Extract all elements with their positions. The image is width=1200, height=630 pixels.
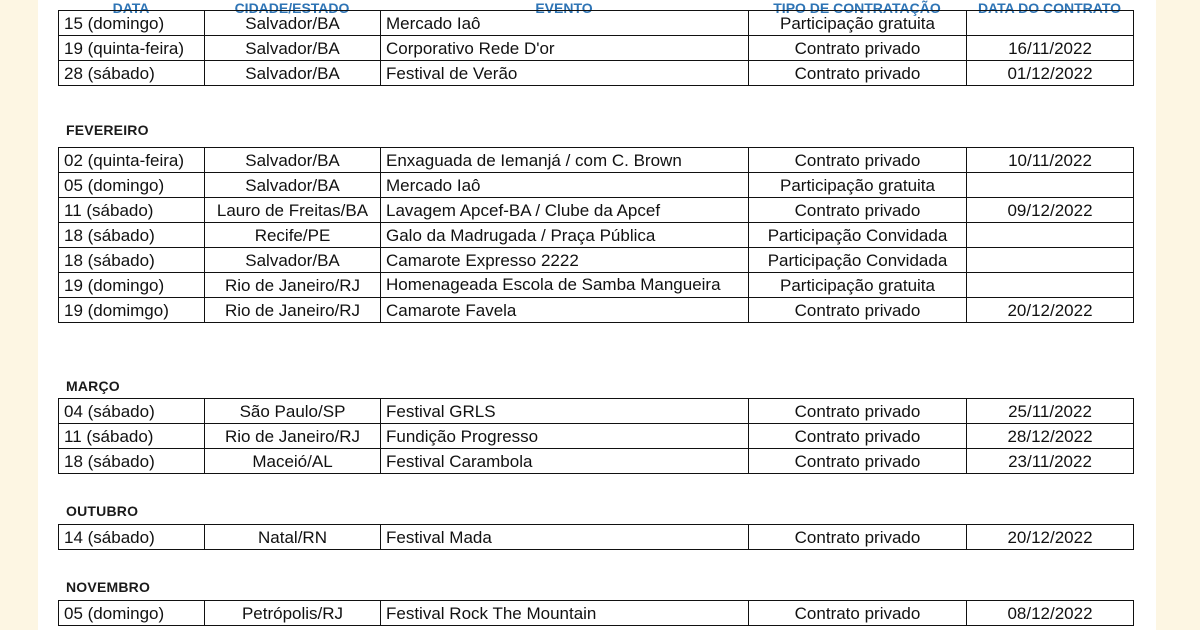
table-row: [59, 424, 1134, 449]
document-page: [38, 0, 1156, 630]
table-row: [59, 198, 1134, 223]
table-row: [59, 148, 1134, 173]
table-row: [59, 248, 1134, 273]
cell-city: Rio de Janeiro/RJ: [205, 273, 381, 298]
month-heading: NOVEMBRO: [66, 579, 151, 595]
cell-city: Rio de Janeiro/RJ: [205, 298, 381, 323]
cell-event: Festival Rock The Mountain: [381, 601, 749, 626]
cell-contract-date: [967, 173, 1134, 198]
cell-type: Contrato privado: [749, 198, 967, 223]
cell-event: Mercado Iaô: [381, 11, 749, 36]
cell-contract-date: [967, 223, 1134, 248]
cell-date: 04 (sábado): [59, 399, 205, 424]
cell-contract-date: 10/11/2022: [967, 148, 1134, 173]
schedule-table: [58, 524, 1134, 550]
cell-contract-date: 23/11/2022: [967, 449, 1134, 474]
cell-event: Camarote Expresso 2222: [381, 248, 749, 273]
schedule-table: [58, 10, 1134, 86]
schedule-table: [58, 600, 1134, 626]
table-row: [59, 36, 1134, 61]
cell-contract-date: [967, 273, 1134, 298]
cell-event: Enxaguada de Iemanjá / com C. Brown: [381, 148, 749, 173]
cell-city: Salvador/BA: [205, 248, 381, 273]
cell-type: Contrato privado: [749, 298, 967, 323]
cell-date: 28 (sábado): [59, 61, 205, 86]
cell-event: Festival Carambola: [381, 449, 749, 474]
table-row: [59, 223, 1134, 248]
cell-date: 19 (domingo): [59, 273, 205, 298]
cell-contract-date: 20/12/2022: [967, 298, 1134, 323]
cell-city: Recife/PE: [205, 223, 381, 248]
cell-contract-date: 09/12/2022: [967, 198, 1134, 223]
cell-event: Galo da Madrugada / Praça Pública: [381, 223, 749, 248]
table-row: [59, 173, 1134, 198]
cell-city: Salvador/BA: [205, 36, 381, 61]
cell-type: Contrato privado: [749, 36, 967, 61]
cell-city: Salvador/BA: [205, 61, 381, 86]
cell-event: Fundição Progresso: [381, 424, 749, 449]
month-heading: MARÇO: [66, 378, 120, 394]
cell-event: Festival Mada: [381, 525, 749, 550]
table-row: [59, 449, 1134, 474]
cell-city: Maceió/AL: [205, 449, 381, 474]
header-evento: EVENTO: [535, 0, 593, 16]
cell-city: Petrópolis/RJ: [205, 601, 381, 626]
cell-type: Participação gratuita: [749, 11, 967, 36]
cell-contract-date: 20/12/2022: [967, 525, 1134, 550]
cell-date: 18 (sábado): [59, 449, 205, 474]
month-heading: FEVEREIRO: [66, 122, 149, 138]
cell-type: Contrato privado: [749, 148, 967, 173]
cell-contract-date: [967, 248, 1134, 273]
cell-type: Participação gratuita: [749, 173, 967, 198]
table-row: [59, 525, 1134, 550]
cell-city: São Paulo/SP: [205, 399, 381, 424]
cell-type: Contrato privado: [749, 525, 967, 550]
cell-type: Contrato privado: [749, 449, 967, 474]
cell-type: Contrato privado: [749, 61, 967, 86]
cell-event: Festival GRLS: [381, 399, 749, 424]
table-row: [59, 11, 1134, 36]
cell-contract-date: 25/11/2022: [967, 399, 1134, 424]
cell-date: 19 (quinta-feira): [59, 36, 205, 61]
cell-event: Mercado Iaô: [381, 173, 749, 198]
cell-contract-date: 28/12/2022: [967, 424, 1134, 449]
cell-type: Participação Convidada: [749, 223, 967, 248]
table-row: [59, 273, 1134, 298]
cell-date: 19 (domimgo): [59, 298, 205, 323]
month-heading: OUTUBRO: [66, 503, 139, 519]
table-row: [59, 601, 1134, 626]
cell-date: 11 (sábado): [59, 198, 205, 223]
header-data-contrato: DATA DO CONTRATO: [977, 0, 1122, 16]
cell-date: 18 (sábado): [59, 248, 205, 273]
header-cidade: CIDADE/ESTADO: [234, 0, 350, 16]
cell-date: 11 (sábado): [59, 424, 205, 449]
cell-city: Natal/RN: [205, 525, 381, 550]
cell-event: Homenageada Escola de Samba Mangueira: [381, 273, 749, 298]
cell-contract-date: 08/12/2022: [967, 601, 1134, 626]
table-row: [59, 399, 1134, 424]
cell-type: Participação Convidada: [749, 248, 967, 273]
cell-contract-date: 01/12/2022: [967, 61, 1134, 86]
cell-date: 05 (domingo): [59, 173, 205, 198]
cell-type: Contrato privado: [749, 601, 967, 626]
cell-event: Corporativo Rede D'or: [381, 36, 749, 61]
table-row: [59, 61, 1134, 86]
cell-city: Salvador/BA: [205, 11, 381, 36]
cell-city: Rio de Janeiro/RJ: [205, 424, 381, 449]
cell-event: Festival de Verão: [381, 61, 749, 86]
cell-contract-date: 16/11/2022: [967, 36, 1134, 61]
schedule-table: [58, 398, 1134, 474]
header-data: DATA: [112, 0, 150, 16]
cell-date: 02 (quinta-feira): [59, 148, 205, 173]
cell-date: 15 (domingo): [59, 11, 205, 36]
cell-type: Contrato privado: [749, 424, 967, 449]
cell-date: 05 (domingo): [59, 601, 205, 626]
cell-event: Camarote Favela: [381, 298, 749, 323]
cell-event: Lavagem Apcef-BA / Clube da Apcef: [381, 198, 749, 223]
header-tipo: TIPO DE CONTRATAÇÃO: [773, 0, 941, 16]
cell-date: 14 (sábado): [59, 525, 205, 550]
cell-contract-date: [967, 11, 1134, 36]
cell-city: Salvador/BA: [205, 148, 381, 173]
cell-date: 18 (sábado): [59, 223, 205, 248]
cell-city: Salvador/BA: [205, 173, 381, 198]
cell-type: Contrato privado: [749, 399, 967, 424]
table-row: [59, 298, 1134, 323]
schedule-table: [58, 147, 1134, 323]
cell-city: Lauro de Freitas/BA: [205, 198, 381, 223]
cell-type: Participação gratuita: [749, 273, 967, 298]
